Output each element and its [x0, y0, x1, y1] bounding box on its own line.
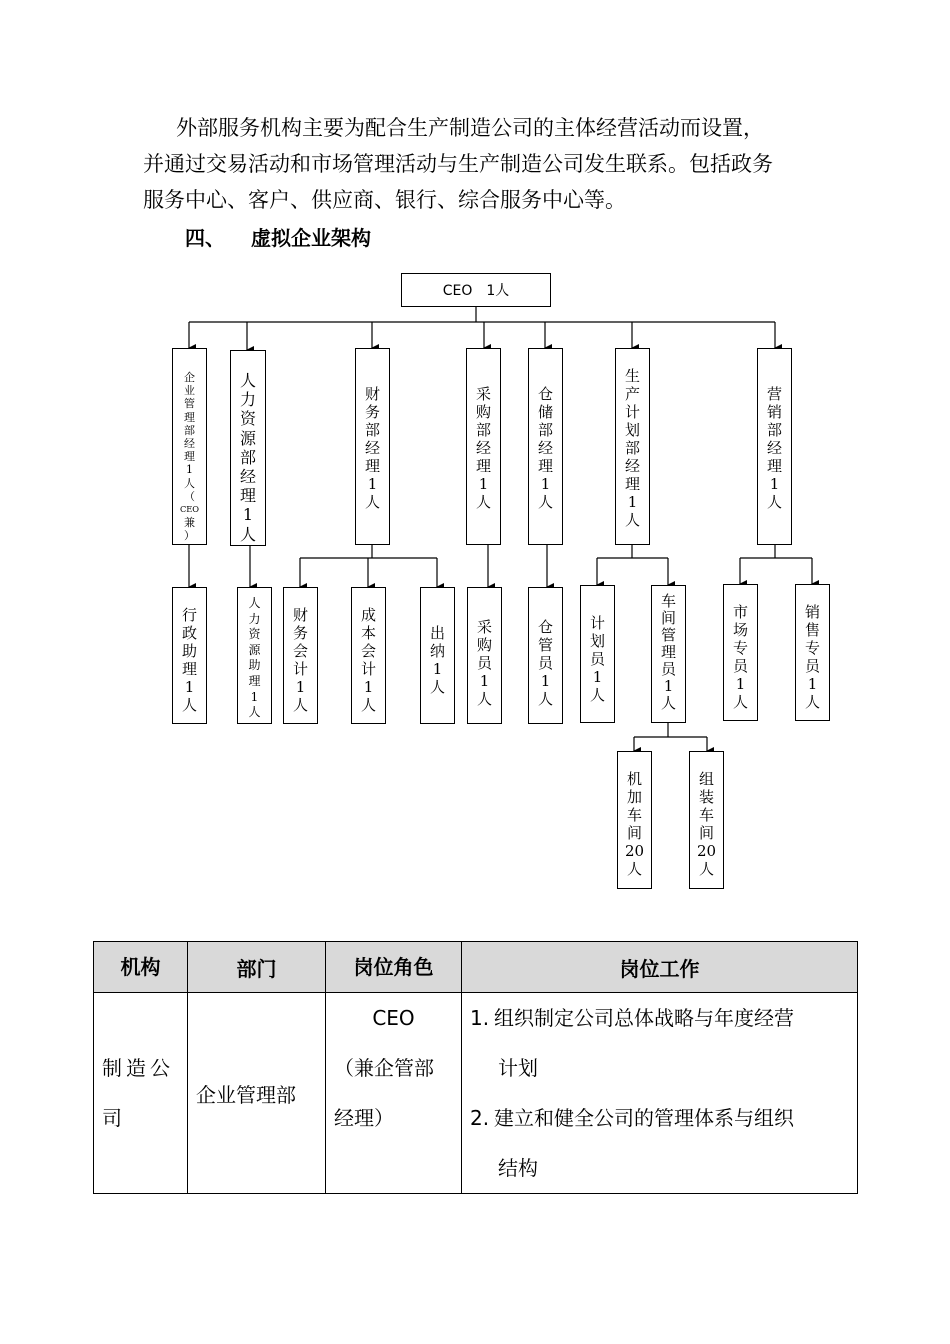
- cell-role: [326, 993, 462, 1194]
- org-node-ceo: [401, 273, 551, 307]
- org-node-staff: [420, 587, 455, 724]
- duty-text: 建立和健全公司的管理体系与组织: [494, 1106, 794, 1130]
- cell-role-line: （兼企管部: [334, 1056, 434, 1080]
- cell-work: [462, 993, 858, 1194]
- org-node-staff: [283, 587, 318, 724]
- intro-line: 外部服务机构主要为配合生产制造公司的主体经营活动而设置，: [176, 116, 764, 140]
- cell-org-line: 司: [102, 1106, 126, 1130]
- header-cell-work: 岗位工作: [462, 942, 858, 993]
- org-node-label: 生 产 计 划 部 经 理 1 人: [624, 367, 640, 529]
- org-node-label: 营 销 部 经 理 1 人: [766, 385, 782, 511]
- org-node-staff: [237, 587, 272, 724]
- org-node-label: 机 加 车 间 20 人: [624, 770, 645, 878]
- header-cell-role: 岗位角色: [326, 942, 462, 993]
- section-number: 四、: [185, 226, 225, 250]
- org-node-label: 组 装 车 间 20 人: [696, 770, 717, 878]
- org-node-staff: [795, 584, 830, 721]
- cell-role-line: CEO: [372, 1006, 415, 1030]
- org-node-label: 人 力 资 源 助 理 1 人: [248, 596, 261, 720]
- org-node-manager: [466, 348, 501, 545]
- org-node-staff: [172, 587, 207, 724]
- org-node-label: 采 购 部 经 理 1 人: [475, 385, 491, 511]
- org-node-workshop: [689, 751, 724, 889]
- org-node-label: 行 政 助 理 1 人: [181, 606, 197, 714]
- org-node-label: 成 本 会 计 1 人: [360, 606, 376, 714]
- intro-line: 服务中心、客户、供应商、银行、综合服务中心等。: [143, 188, 626, 212]
- org-node-manager: [355, 348, 390, 545]
- duty-number: 2.: [470, 1106, 490, 1130]
- org-node-label: 仓 管 员 1 人: [537, 618, 553, 708]
- org-node-staff: [351, 587, 386, 724]
- org-node-staff: [467, 587, 502, 724]
- org-node-manager: [172, 348, 207, 545]
- org-node-staff: [528, 587, 563, 724]
- cell-org: [94, 993, 188, 1194]
- duty-text: 组织制定公司总体战略与年度经营: [494, 1006, 794, 1030]
- org-node-manager: [757, 348, 792, 545]
- org-node-label: 仓 储 部 经 理 1 人: [537, 385, 553, 511]
- org-node-label: CEO 1人: [442, 283, 510, 299]
- org-node-label: 市 场 专 员 1 人: [732, 603, 748, 711]
- section-title: 虚拟企业架构: [251, 226, 371, 250]
- org-node-manager: [528, 348, 563, 545]
- org-node-label: 财 务 部 经 理 1 人: [364, 385, 380, 511]
- cell-dept: 企业管理部: [188, 993, 326, 1194]
- intro-line: 并通过交易活动和市场管理活动与生产制造公司发生联系。包括政务: [143, 152, 773, 176]
- org-node-label: 计 划 员 1 人: [589, 614, 605, 704]
- org-node-staff: [723, 584, 758, 721]
- org-node-label: 出 纳 1 人: [429, 624, 445, 696]
- org-node-label: 销 售 专 员 1 人: [804, 603, 820, 711]
- duty-number: 1.: [470, 1006, 490, 1030]
- org-node-label: 财 务 会 计 1 人: [292, 606, 308, 714]
- org-node-staff: [651, 585, 686, 723]
- table-row: [94, 993, 858, 1194]
- duty-item: [470, 1093, 849, 1193]
- duty-text-cont: 计划: [498, 1056, 538, 1080]
- org-node-staff: [580, 585, 615, 723]
- duty-item: [470, 993, 849, 1093]
- org-node-manager: [230, 350, 266, 546]
- header-cell-dept: 部门: [188, 942, 326, 993]
- duty-text-cont: 结构: [498, 1156, 538, 1180]
- org-node-label: 企 业 管 理 部 经 理 1 人 （ CEO 兼 ）: [179, 371, 200, 543]
- org-node-workshop: [617, 751, 652, 889]
- job-table: [93, 941, 858, 1194]
- cell-role-line: 经理）: [334, 1106, 394, 1130]
- org-node-label: 人 力 资 源 部 经 理 1 人: [239, 371, 256, 544]
- header-cell-org: 机构: [94, 942, 188, 993]
- org-node-label: 车 间 管 理 员 1 人: [660, 592, 676, 712]
- org-node-label: 采 购 员 1 人: [476, 618, 492, 708]
- org-node-manager: [615, 348, 650, 545]
- cell-org-line: 制造公: [102, 1056, 174, 1080]
- table-header-row: [94, 942, 858, 993]
